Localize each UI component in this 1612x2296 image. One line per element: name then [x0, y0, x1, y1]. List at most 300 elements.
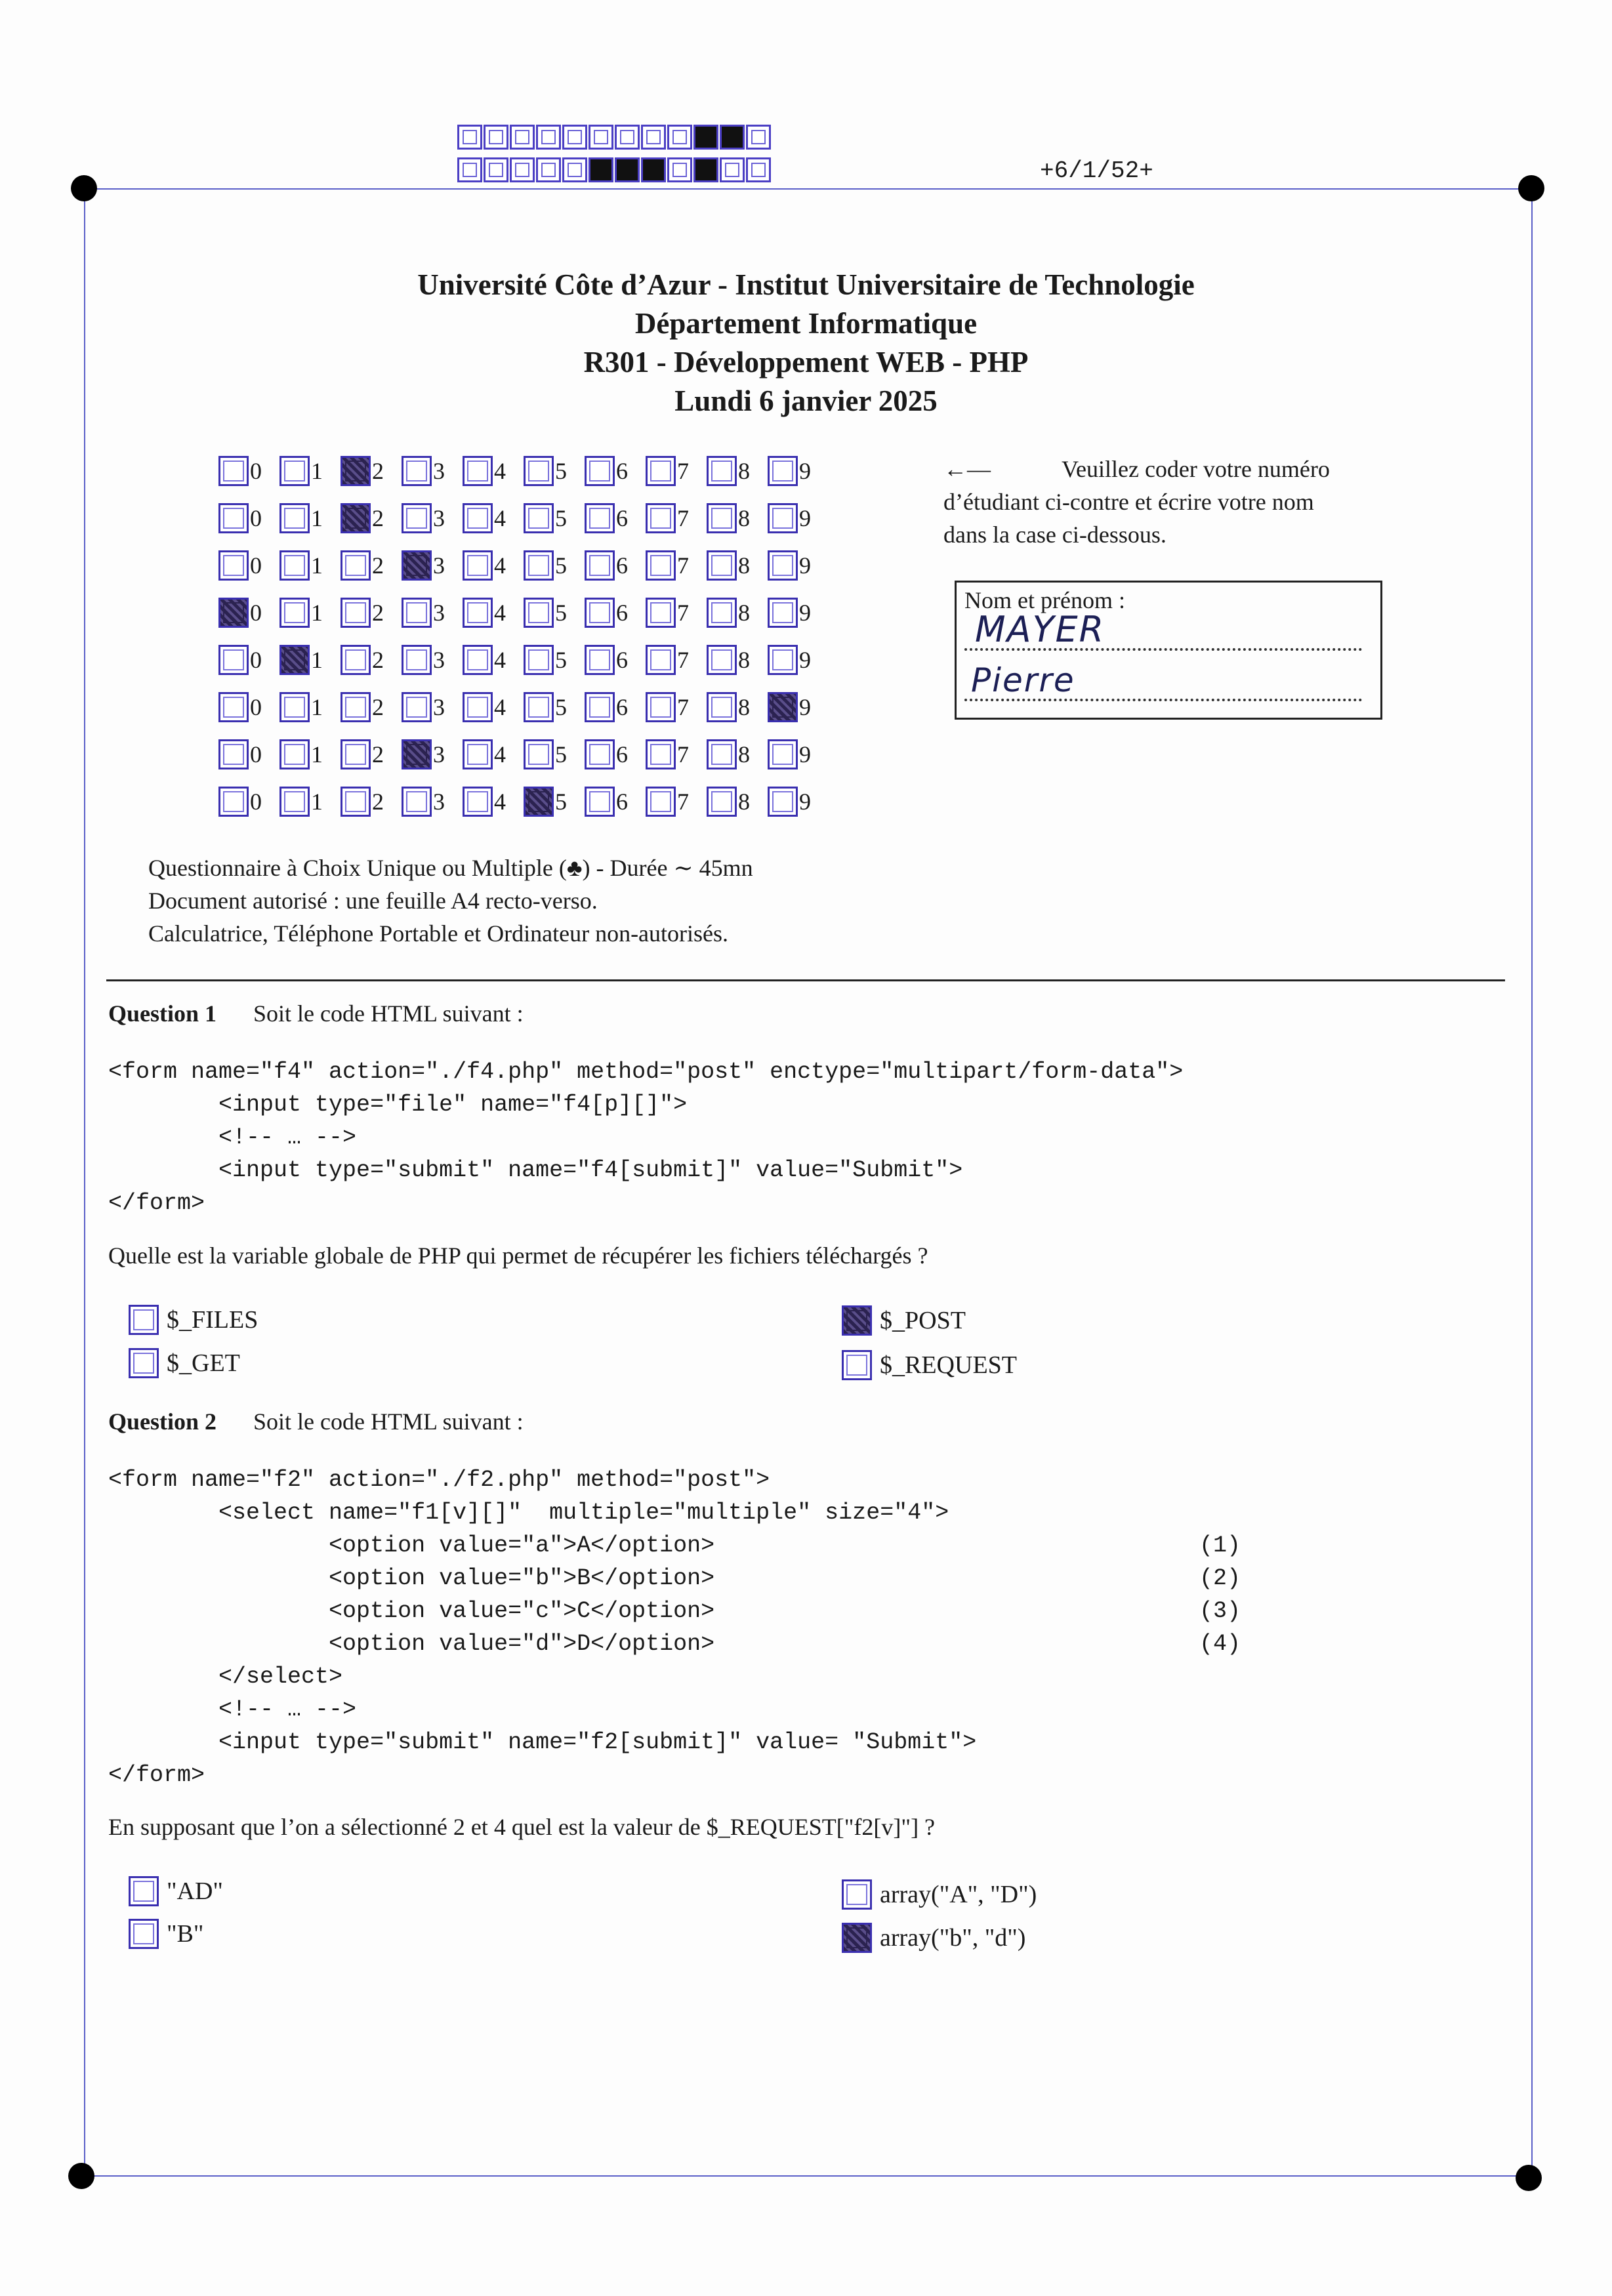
digit-checkbox[interactable] — [646, 645, 676, 675]
digit-label: 0 — [250, 694, 262, 720]
digit-checkbox[interactable] — [341, 645, 371, 675]
digit-checkbox[interactable] — [279, 692, 310, 722]
digit-checkbox[interactable] — [707, 645, 737, 675]
digit-checkbox[interactable] — [646, 739, 676, 769]
digit-option[interactable] — [646, 739, 707, 769]
digit-checkbox[interactable] — [524, 645, 554, 675]
digit-label: 0 — [250, 600, 262, 626]
digit-label: 3 — [433, 647, 445, 673]
digit-option[interactable] — [463, 787, 524, 817]
digit-label: 4 — [494, 458, 506, 484]
digit-checkbox[interactable] — [341, 550, 371, 581]
digit-option[interactable] — [768, 456, 829, 486]
digit-checkbox[interactable] — [402, 645, 432, 675]
answer-option[interactable] — [129, 1348, 240, 1378]
digit-label: 7 — [677, 741, 689, 768]
digit-checkbox[interactable] — [341, 503, 371, 533]
digit-option[interactable] — [524, 550, 585, 581]
digit-label: 7 — [677, 552, 689, 579]
digit-checkbox[interactable] — [768, 598, 798, 628]
answer-checkbox[interactable] — [842, 1350, 872, 1380]
digit-checkbox[interactable] — [585, 503, 615, 533]
answer-checkbox[interactable] — [129, 1305, 159, 1335]
digit-label: 4 — [494, 600, 506, 626]
answer-option[interactable] — [842, 1350, 1017, 1380]
digit-option[interactable] — [402, 787, 463, 817]
answer-option[interactable] — [842, 1923, 1025, 1953]
question-1-label: Question 1 — [108, 1000, 217, 1027]
title-department: Département Informatique — [634, 307, 978, 340]
student-number-row — [218, 731, 829, 778]
digit-label: 6 — [616, 552, 628, 579]
digit-checkbox[interactable] — [402, 456, 432, 486]
answer-label: $_POST — [880, 1307, 966, 1334]
code-line: </select> — [108, 1664, 343, 1690]
digit-label: 4 — [494, 789, 506, 815]
digit-option[interactable] — [402, 739, 463, 769]
digit-label: 8 — [738, 458, 750, 484]
code-line: <option value="d">D</option> — [108, 1631, 715, 1657]
instruction-line-1: Veuillez coder votre numéro — [1062, 456, 1330, 482]
student-number-row — [218, 684, 829, 731]
question-2-label: Question 2 — [108, 1408, 217, 1435]
exam-info-line-1: Questionnaire à Choix Unique ou Multiple (♣) - Durée ∼ 45mn — [148, 855, 753, 881]
digit-checkbox[interactable] — [341, 739, 371, 769]
digit-option[interactable] — [463, 503, 524, 533]
digit-option[interactable] — [585, 645, 646, 675]
digit-checkbox[interactable] — [646, 503, 676, 533]
code-line: <!-- … --> — [108, 1124, 357, 1151]
student-number-row — [218, 778, 829, 825]
digit-checkbox[interactable] — [463, 692, 493, 722]
digit-checkbox[interactable] — [341, 692, 371, 722]
digit-label: 3 — [433, 505, 445, 531]
digit-checkbox[interactable] — [463, 739, 493, 769]
digit-checkbox[interactable] — [218, 456, 249, 486]
digit-label: 7 — [677, 458, 689, 484]
digit-option[interactable] — [524, 503, 585, 533]
digit-label: 9 — [799, 505, 811, 531]
digit-checkbox[interactable] — [402, 598, 432, 628]
digit-checkbox[interactable] — [585, 787, 615, 817]
digit-label: 1 — [311, 458, 323, 484]
page-code-id: +6/1/52+ — [1040, 157, 1153, 184]
code-line: <input type="submit" name="f2[submit]" value= "Submit"> — [108, 1729, 977, 1755]
digit-checkbox[interactable] — [707, 550, 737, 581]
digit-checkbox[interactable] — [707, 739, 737, 769]
digit-label: 9 — [799, 458, 811, 484]
digit-checkbox[interactable] — [463, 598, 493, 628]
digit-option[interactable] — [279, 645, 341, 675]
digit-label: 7 — [677, 600, 689, 626]
digit-checkbox[interactable] — [524, 503, 554, 533]
code-line: <form name="f4" action="./f4.php" method="post" enctype="multipart/form-data"> — [108, 1059, 1184, 1085]
digit-option[interactable] — [524, 645, 585, 675]
digit-checkbox[interactable] — [463, 503, 493, 533]
digit-label: 0 — [250, 458, 262, 484]
digit-option[interactable] — [218, 456, 279, 486]
digit-label: 3 — [433, 458, 445, 484]
barcode-cell — [746, 125, 771, 150]
digit-option[interactable] — [341, 550, 402, 581]
digit-checkbox[interactable] — [463, 645, 493, 675]
digit-checkbox[interactable] — [768, 645, 798, 675]
digit-option[interactable] — [768, 787, 829, 817]
barcode-cell — [510, 157, 535, 182]
digit-checkbox[interactable] — [279, 598, 310, 628]
digit-option[interactable] — [279, 550, 341, 581]
digit-label: 1 — [311, 789, 323, 815]
barcode-cell — [510, 125, 535, 150]
digit-option[interactable] — [768, 645, 829, 675]
digit-checkbox[interactable] — [585, 598, 615, 628]
question-1-heading — [108, 1000, 524, 1027]
digit-option[interactable] — [707, 550, 768, 581]
digit-option[interactable] — [341, 787, 402, 817]
answer-checkbox[interactable] — [842, 1923, 872, 1953]
digit-label: 5 — [555, 458, 567, 484]
digit-option[interactable] — [768, 692, 829, 722]
digit-checkbox[interactable] — [646, 456, 676, 486]
digit-checkbox[interactable] — [218, 645, 249, 675]
code-line: <input type="file" name="f4[p][]"> — [108, 1092, 688, 1118]
digit-option[interactable] — [341, 739, 402, 769]
digit-label: 6 — [616, 600, 628, 626]
digit-label: 8 — [738, 741, 750, 768]
digit-label: 5 — [555, 789, 567, 815]
digit-checkbox[interactable] — [341, 456, 371, 486]
digit-checkbox[interactable] — [341, 598, 371, 628]
answer-label: array("b", "d") — [880, 1924, 1026, 1952]
barcode-row-2 — [457, 157, 772, 182]
digit-option[interactable] — [279, 456, 341, 486]
digit-option[interactable] — [585, 598, 646, 628]
registration-dot-bottom-right — [1516, 2165, 1542, 2191]
digit-option[interactable] — [707, 456, 768, 486]
digit-checkbox[interactable] — [279, 739, 310, 769]
digit-label: 8 — [738, 505, 750, 531]
answer-option[interactable] — [129, 1876, 223, 1906]
digit-label: 4 — [494, 741, 506, 768]
student-number-row — [218, 542, 829, 589]
digit-option[interactable] — [279, 598, 341, 628]
barcode-cell — [746, 157, 771, 182]
digit-option[interactable] — [585, 503, 646, 533]
digit-option[interactable] — [646, 645, 707, 675]
frame-bottom — [85, 2175, 1532, 2177]
digit-checkbox[interactable] — [463, 787, 493, 817]
digit-label: 6 — [616, 505, 628, 531]
digit-option[interactable] — [341, 598, 402, 628]
digit-checkbox[interactable] — [218, 550, 249, 581]
digit-option[interactable] — [463, 550, 524, 581]
digit-option[interactable] — [524, 692, 585, 722]
digit-option[interactable] — [341, 645, 402, 675]
digit-option[interactable] — [768, 598, 829, 628]
digit-option[interactable] — [218, 739, 279, 769]
digit-option[interactable] — [585, 692, 646, 722]
digit-checkbox[interactable] — [524, 550, 554, 581]
digit-label: 9 — [799, 789, 811, 815]
barcode-cell — [484, 125, 508, 150]
digit-checkbox[interactable] — [218, 598, 249, 628]
digit-label: 3 — [433, 789, 445, 815]
digit-option[interactable] — [402, 456, 463, 486]
barcode-row-1 — [457, 125, 772, 150]
exam-title-block — [0, 266, 1612, 420]
answer-option[interactable] — [842, 1305, 966, 1336]
digit-checkbox[interactable] — [524, 456, 554, 486]
digit-option[interactable] — [402, 550, 463, 581]
digit-option[interactable] — [768, 550, 829, 581]
digit-option[interactable] — [585, 739, 646, 769]
digit-label: 2 — [372, 741, 384, 768]
digit-option[interactable] — [218, 550, 279, 581]
digit-label: 7 — [677, 789, 689, 815]
digit-checkbox[interactable] — [768, 503, 798, 533]
question-1-intro: Soit le code HTML suivant : — [253, 1000, 524, 1027]
digit-option[interactable] — [463, 645, 524, 675]
digit-label: 4 — [494, 647, 506, 673]
digit-option[interactable] — [279, 739, 341, 769]
barcode-cell — [720, 157, 745, 182]
digit-checkbox[interactable] — [585, 739, 615, 769]
barcode-cell — [641, 125, 666, 150]
digit-option[interactable] — [707, 787, 768, 817]
digit-option[interactable] — [402, 692, 463, 722]
digit-checkbox[interactable] — [585, 550, 615, 581]
code-line: <form name="f2" action="./f2.php" method="post"> — [108, 1467, 770, 1493]
digit-option[interactable] — [707, 692, 768, 722]
barcode-cell — [536, 125, 561, 150]
digit-checkbox[interactable] — [707, 503, 737, 533]
digit-option[interactable] — [341, 692, 402, 722]
digit-checkbox[interactable] — [218, 787, 249, 817]
answer-label: $_GET — [167, 1349, 240, 1377]
digit-label: 5 — [555, 552, 567, 579]
digit-checkbox[interactable] — [707, 787, 737, 817]
answer-checkbox[interactable] — [129, 1876, 159, 1906]
barcode-cell — [562, 125, 587, 150]
digit-option[interactable] — [585, 456, 646, 486]
digit-label: 6 — [616, 458, 628, 484]
digit-checkbox[interactable] — [218, 692, 249, 722]
answer-checkbox[interactable] — [842, 1305, 872, 1336]
instruction-line-3: dans la case ci-dessous. — [943, 522, 1167, 548]
digit-label: 5 — [555, 741, 567, 768]
digit-option[interactable] — [402, 645, 463, 675]
digit-label: 8 — [738, 789, 750, 815]
digit-label: 0 — [250, 647, 262, 673]
digit-checkbox[interactable] — [402, 550, 432, 581]
digit-checkbox[interactable] — [402, 787, 432, 817]
digit-checkbox[interactable] — [646, 692, 676, 722]
option-tag-1: (1) — [1199, 1532, 1241, 1559]
barcode-cell — [457, 125, 482, 150]
digit-label: 9 — [799, 600, 811, 626]
digit-option[interactable] — [341, 456, 402, 486]
name-label: Nom et prénom : — [964, 587, 1125, 613]
registration-dot-bottom-left — [68, 2163, 94, 2189]
digit-checkbox[interactable] — [646, 550, 676, 581]
digit-checkbox[interactable] — [707, 456, 737, 486]
digit-option[interactable] — [585, 787, 646, 817]
digit-checkbox[interactable] — [463, 550, 493, 581]
digit-option[interactable] — [463, 598, 524, 628]
digit-option[interactable] — [646, 787, 707, 817]
digit-label: 1 — [311, 505, 323, 531]
answer-option[interactable] — [842, 1879, 1037, 1910]
digit-checkbox[interactable] — [707, 598, 737, 628]
exam-info-line-3: Calculatrice, Téléphone Portable et Ordinateur non-autorisés. — [148, 920, 729, 947]
digit-option[interactable] — [463, 739, 524, 769]
answer-option[interactable] — [129, 1919, 203, 1949]
digit-label: 3 — [433, 552, 445, 579]
digit-label: 0 — [250, 741, 262, 768]
digit-checkbox[interactable] — [707, 692, 737, 722]
digit-label: 0 — [250, 552, 262, 579]
digit-option[interactable] — [707, 598, 768, 628]
digit-option[interactable] — [524, 787, 585, 817]
digit-option[interactable] — [279, 503, 341, 533]
code-line: <option value="b">B</option> — [108, 1565, 715, 1591]
digit-option[interactable] — [646, 598, 707, 628]
digit-checkbox[interactable] — [463, 456, 493, 486]
digit-label: 3 — [433, 741, 445, 768]
digit-option[interactable] — [279, 692, 341, 722]
digit-checkbox[interactable] — [768, 456, 798, 486]
digit-option[interactable] — [646, 550, 707, 581]
digit-option[interactable] — [707, 503, 768, 533]
digit-option[interactable] — [463, 692, 524, 722]
digit-option[interactable] — [279, 787, 341, 817]
digit-label: 2 — [372, 458, 384, 484]
digit-option[interactable] — [768, 503, 829, 533]
digit-label: 6 — [616, 647, 628, 673]
digit-checkbox[interactable] — [524, 739, 554, 769]
digit-checkbox[interactable] — [279, 550, 310, 581]
digit-checkbox[interactable] — [646, 598, 676, 628]
digit-checkbox[interactable] — [524, 598, 554, 628]
digit-option[interactable] — [646, 503, 707, 533]
digit-checkbox[interactable] — [768, 550, 798, 581]
question-1-text: Quelle est la variable globale de PHP qui permet de récupérer les fichiers téléchargés ? — [108, 1242, 928, 1269]
digit-label: 3 — [433, 600, 445, 626]
digit-label: 9 — [799, 741, 811, 768]
student-number-row — [218, 495, 829, 542]
digit-label: 7 — [677, 694, 689, 720]
digit-option[interactable] — [707, 645, 768, 675]
digit-checkbox[interactable] — [524, 787, 554, 817]
answer-checkbox[interactable] — [129, 1919, 159, 1949]
digit-option[interactable] — [218, 503, 279, 533]
question-1-code — [108, 1056, 1183, 1220]
digit-option[interactable] — [524, 739, 585, 769]
title-course: R301 - Développement WEB - PHP — [583, 346, 1029, 379]
digit-checkbox[interactable] — [402, 503, 432, 533]
digit-checkbox[interactable] — [646, 787, 676, 817]
student-number-grid — [218, 447, 829, 825]
digit-option[interactable] — [524, 598, 585, 628]
answer-option[interactable] — [129, 1305, 258, 1335]
digit-label: 5 — [555, 647, 567, 673]
digit-label: 5 — [555, 505, 567, 531]
digit-checkbox[interactable] — [218, 503, 249, 533]
frame-right — [1531, 188, 1533, 2176]
digit-checkbox[interactable] — [768, 739, 798, 769]
digit-checkbox[interactable] — [341, 787, 371, 817]
question-2-heading — [108, 1408, 524, 1435]
answer-label: $_FILES — [167, 1306, 258, 1334]
digit-label: 8 — [738, 600, 750, 626]
digit-option[interactable] — [341, 503, 402, 533]
digit-checkbox[interactable] — [524, 692, 554, 722]
digit-checkbox[interactable] — [585, 692, 615, 722]
digit-label: 4 — [494, 505, 506, 531]
barcode-cell — [457, 157, 482, 182]
digit-checkbox[interactable] — [585, 645, 615, 675]
barcode-cell — [589, 125, 613, 150]
digit-option[interactable] — [768, 739, 829, 769]
digit-checkbox[interactable] — [279, 456, 310, 486]
digit-option[interactable] — [218, 787, 279, 817]
digit-option[interactable] — [402, 503, 463, 533]
digit-checkbox[interactable] — [279, 503, 310, 533]
digit-checkbox[interactable] — [279, 787, 310, 817]
digit-option[interactable] — [646, 692, 707, 722]
digit-label: 1 — [311, 600, 323, 626]
answer-checkbox[interactable] — [129, 1348, 159, 1378]
digit-option[interactable] — [463, 456, 524, 486]
digit-option[interactable] — [524, 456, 585, 486]
instruction-line-2: d’étudiant ci-contre et écrire votre nom — [943, 489, 1314, 515]
digit-label: 6 — [616, 741, 628, 768]
student-number-row — [218, 636, 829, 684]
option-tag-4: (4) — [1199, 1631, 1241, 1657]
digit-checkbox[interactable] — [402, 692, 432, 722]
code-line: </form> — [108, 1762, 205, 1788]
digit-checkbox[interactable] — [768, 787, 798, 817]
digit-checkbox[interactable] — [585, 456, 615, 486]
code-line: <!-- … --> — [108, 1696, 357, 1723]
digit-checkbox[interactable] — [402, 739, 432, 769]
name-box[interactable] — [955, 581, 1382, 720]
digit-option[interactable] — [218, 692, 279, 722]
digit-checkbox[interactable] — [768, 692, 798, 722]
answer-label: array("A", "D") — [880, 1881, 1037, 1908]
digit-option[interactable] — [585, 550, 646, 581]
answer-checkbox[interactable] — [842, 1879, 872, 1910]
digit-label: 9 — [799, 647, 811, 673]
digit-option[interactable] — [402, 598, 463, 628]
digit-option[interactable] — [707, 739, 768, 769]
barcode-cell — [615, 125, 640, 150]
digit-option[interactable] — [218, 598, 279, 628]
handwritten-first-name: Pierre — [971, 661, 1075, 699]
handwritten-last-name: MAYER — [975, 609, 1106, 650]
digit-label: 1 — [311, 741, 323, 768]
digit-checkbox[interactable] — [279, 645, 310, 675]
digit-checkbox[interactable] — [218, 739, 249, 769]
digit-option[interactable] — [646, 456, 707, 486]
digit-option[interactable] — [218, 645, 279, 675]
title-university: Université Côte d’Azur - Institut Universitaire de Technologie — [417, 268, 1195, 301]
answer-label: "AD" — [167, 1877, 223, 1905]
code-line: <select name="f1[v][]" multiple="multiple" size="4"> — [108, 1500, 949, 1526]
barcode-cell — [484, 157, 508, 182]
digit-label: 1 — [311, 552, 323, 579]
digit-label: 4 — [494, 552, 506, 579]
